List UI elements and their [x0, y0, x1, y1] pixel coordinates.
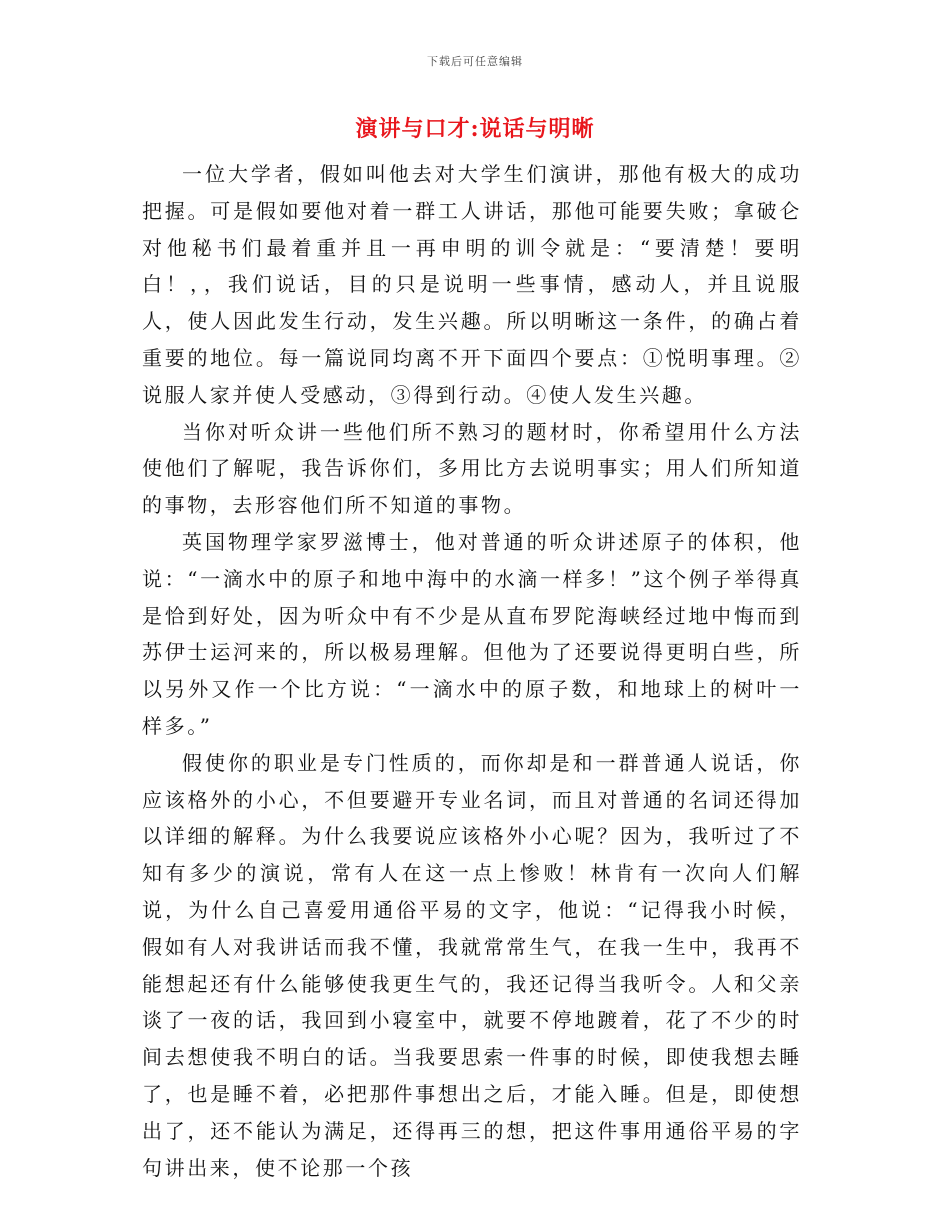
document-title: 演讲与口才:说话与明晰: [355, 116, 595, 142]
paragraph: 英国物理学家罗滋博士，他对普通的听众讲述原子的体积，他说：“一滴水中的原子和地中海中的水滴一样多！”这个例子举得真是恰到好处，因为听众中有不少是从直布罗陀海峡经过地中悔而到苏伊士运河来的，所以极易理解。但他为了还要说得更明白些，所以另外又作一个比方说：“一滴水中的原子数，和地球上的树叶一样多。”: [142, 529, 802, 738]
paragraph: 当你对听众讲一些他们所不熟习的题材时，你希望用什么方法使他们了解呢，我告诉你们，多用比方去说明事实；用人们所知道的事物，去形容他们所不知道的事物。: [142, 419, 802, 518]
paragraph: 假使你的职业是专门性质的，而你却是和一群普通人说话，你应该格外的小心，不但要避开专业名词，而且对普通的名词还得加以详细的解释。为什么我要说应该格外小心呢？因为，我听过了不知有多少的演说，常有人在这一点上惨败！林肯有一次向人们解说，为什么自己喜爱用通俗平易的文字，他说：“记得我小时候，假如有人对我讲话而我不懂，我就常常生气，在我一生中，我再不能想起还有什么能够使我更生气的，我还记得当我听令。人和父亲谈了一夜的话，我回到小寝室中，就要不停地踱着，花了不少的时间去想使我不明白的话。当我要思索一件事的时候，即使我想去睡了，也是睡不着，必把那件事想出之后，才能入睡。但是，即使想出了，还不能认为满足，还得再三的想，把这件事用通俗平易的字句讲出来，使不论那一个孩: [142, 750, 802, 1180]
header-note: 下载后可任意编辑: [427, 55, 523, 68]
document-body: [142, 156, 802, 1186]
paragraph: 一位大学者，假如叫他去对大学生们演讲，那他有极大的成功把握。可是假如要他对着一群工人讲话，那他可能要失败；拿破仑对他秘书们最着重并且一再申明的训令就是：“要清楚！要明白！，，我们说话，目的只是说明一些事情，感动人，并且说服人，使人因此发生行动，发生兴趣。所以明晰这一条件，的确占着重要的地位。每一篇说同均离不开下面四个要点：①悦明事理。②说服人家并使人受感动，③得到行动。④使人发生兴趣。: [142, 162, 802, 407]
